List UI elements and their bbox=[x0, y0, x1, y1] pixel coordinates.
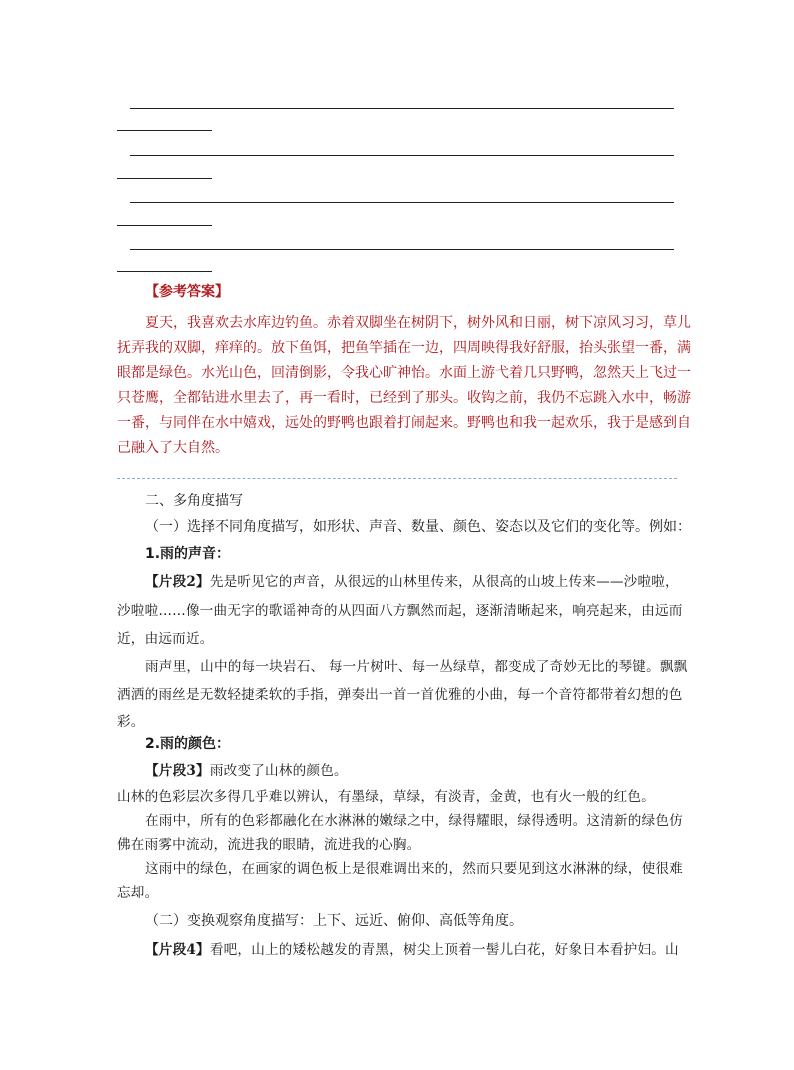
fragment-3-line: 【片段3】雨改变了山林的颜色。 bbox=[145, 763, 348, 779]
paragraph-line: 佛在雨雾中流动，流进我的眼睛，流进我的心胸。 bbox=[117, 837, 421, 853]
reference-answer-line: 夏天，我喜欢去水库边钓鱼。赤着双脚坐在树阴下，树外风和日丽，树下凉风习习，草儿 bbox=[145, 315, 691, 331]
answer-line-tail bbox=[117, 225, 212, 226]
reference-answer-line: 抚弄我的双脚，痒痒的。放下鱼饵，把鱼竿插在一边，四周映得我好舒服，抬头张望一番，满 bbox=[117, 340, 691, 356]
section-divider bbox=[117, 478, 677, 479]
answer-line-tail bbox=[117, 271, 212, 272]
answer-line bbox=[130, 249, 674, 250]
fragment-2-line: 沙啦啦……像一曲无字的歌谣神奇的从四面八方飘然而起，逐渐清晰起来，响亮起来，由远而 bbox=[117, 603, 683, 619]
paragraph-line: 山林的色彩层次多得几乎难以辨认，有墨绿，草绿，有淡青，金黄，也有火一般的红色。 bbox=[117, 789, 655, 805]
answer-line bbox=[130, 155, 674, 156]
section-intro: （一）选择不同角度描写，如形状、声音、数量、颜色、姿态以及它们的变化等。例如： bbox=[145, 519, 691, 535]
reference-answer-line: 一番，与同伴在水中嬉戏，远处的野鸭也跟着打闹起来。野鸭也和我一起欢乐，我于是感到自 bbox=[117, 415, 691, 431]
fragment-4-line: 【片段4】看吧，山上的矮松越发的青黑，树尖上顶着一髻儿白花，好象日本看护妇。山 bbox=[145, 942, 679, 958]
paragraph-line: 洒洒的雨丝是无数轻捷柔软的手指，弹奏出一首一首优雅的小曲，每一个音符都带着幻想的色 bbox=[117, 687, 683, 703]
fragment-2-line: 【片段2】先是听见它的声音，从很远的山林里传来，从很高的山坡上传来——沙啦啦， bbox=[145, 574, 679, 590]
subheading-color: 2.雨的颜色： bbox=[145, 736, 231, 752]
section-title: 二、多角度描写 bbox=[145, 493, 243, 509]
paragraph-line: 雨声里，山中的每一块岩石、 每一片树叶、每一丛绿草，都变成了奇妙无比的琴键。飘飘 bbox=[145, 659, 688, 675]
reference-answer-heading: 【参考答案】 bbox=[145, 284, 229, 300]
subheading-sound: 1.雨的声音： bbox=[145, 546, 231, 562]
fragment-label: 【片段4】 bbox=[145, 942, 210, 958]
answer-line-tail bbox=[117, 178, 212, 179]
reference-answer-line: 眼都是绿色。水光山色，回清倒影，令我心旷神怡。水面上游弋着几只野鸭，忽然天上飞过一 bbox=[117, 365, 691, 381]
fragment-label: 【片段3】 bbox=[145, 763, 210, 779]
paragraph-line: 在雨中，所有的色彩都融化在水淋淋的嫩绿之中，绿得耀眼，绿得透明。这清新的绿色仿 bbox=[145, 813, 683, 829]
paragraph-line: 这雨中的绿色，在画家的调色板上是很难调出来的，然而只要见到这水淋淋的绿，使很难 bbox=[145, 861, 683, 877]
reference-answer-line: 己融入了大自然。 bbox=[117, 440, 229, 456]
answer-line bbox=[130, 108, 674, 109]
reference-answer-line: 只苍鹰，全都钻进水里去了，再一看时，已经到了那头。收钩之前，我仍不忘跳入水中，畅游 bbox=[117, 390, 691, 406]
answer-line bbox=[130, 202, 674, 203]
paragraph-line: 彩。 bbox=[117, 714, 145, 730]
paragraph-line: 忘却。 bbox=[117, 885, 159, 901]
answer-line-tail bbox=[117, 130, 212, 131]
subsection-title: （二）变换观察角度描写：上下、远近、俯仰、高低等角度。 bbox=[145, 913, 523, 929]
fragment-2-line: 近，由远而近。 bbox=[117, 631, 214, 647]
fragment-label: 【片段2】 bbox=[145, 574, 210, 590]
